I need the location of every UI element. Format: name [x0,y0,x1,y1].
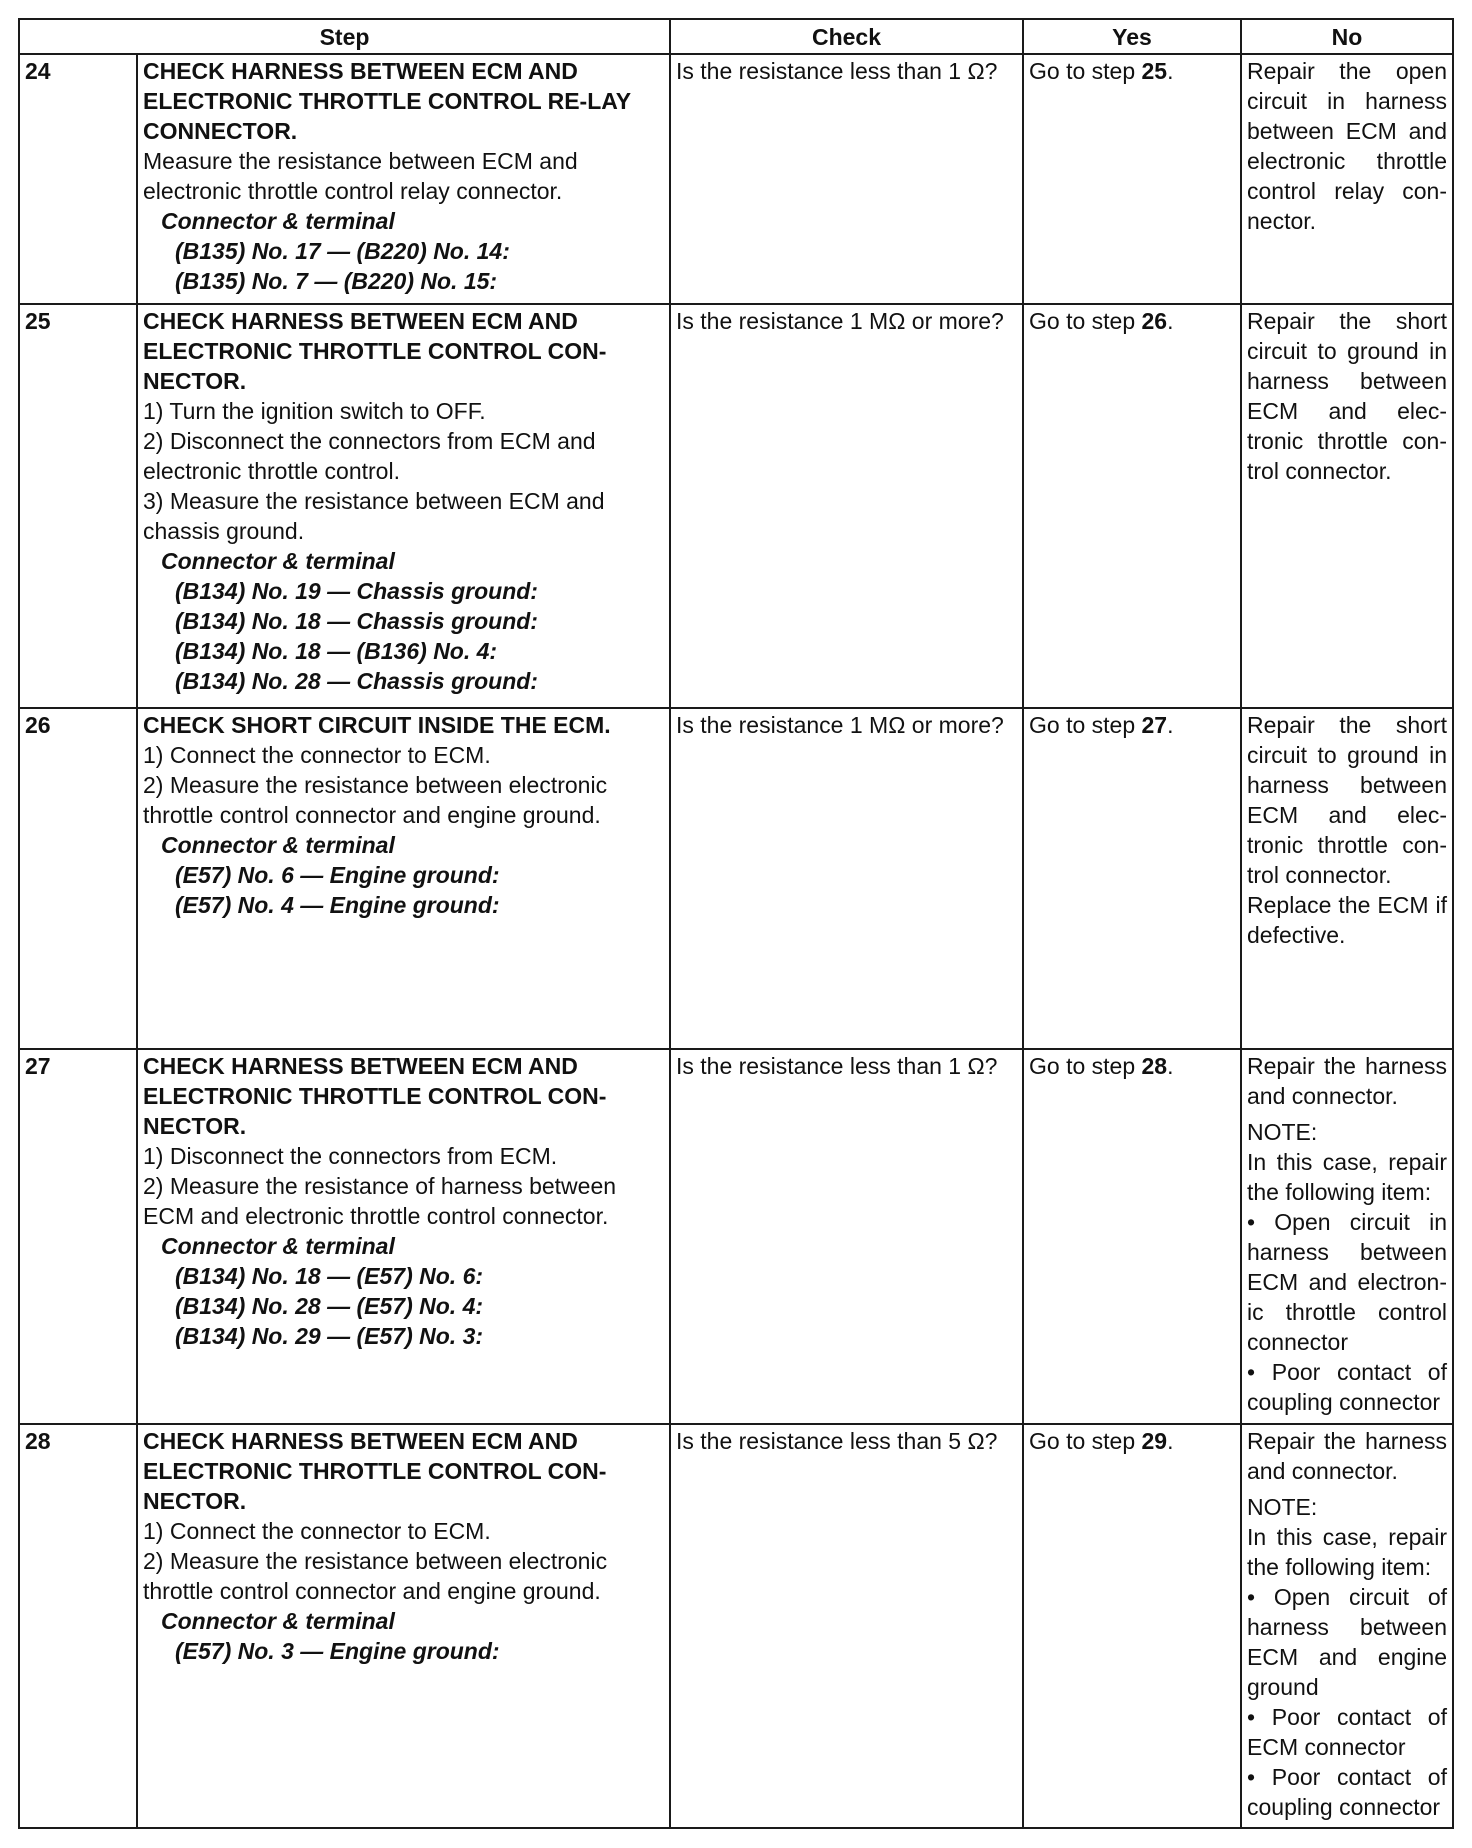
step-instruction: 2) Measure the resistance between electronic throttle control connector and engine ground. [143,1548,608,1604]
yes-action [1023,708,1241,1049]
connector-terminal-item: (B135) No. 17 — (B220) No. 14: [175,238,510,264]
table-row [19,1049,1453,1424]
step-title: CHECK HARNESS BETWEEN ECM AND ELECTRONIC THROTTLE CONTROL CON-NECTOR. [143,308,607,394]
yes-step-number: 27 [1141,712,1168,738]
no-action-line: Repair the short circuit to ground in harness between ECM and elec-tronic throttle con-trol connector. [1247,712,1447,888]
no-action-line: Repair the short circuit to ground in harness between ECM and elec-tronic throttle con-trol connector. [1247,308,1447,484]
connector-terminal-heading: Connector & terminal [161,208,395,234]
check-question: Is the resistance 1 MΩ or more? [670,708,1023,1049]
connector-terminal-item: (B134) No. 18 — (E57) No. 6: [175,1263,484,1289]
step-title: CHECK SHORT CIRCUIT INSIDE THE ECM. [143,712,611,738]
header-step: Step [19,19,670,54]
no-action-line: • Open circuit in harness between ECM and electron-ic throttle control connector [1247,1209,1447,1355]
yes-step-number: 26 [1141,308,1168,334]
table-row [19,1424,1453,1828]
step-number: 24 [19,54,137,304]
connector-terminal-item: (B134) No. 18 — (B136) No. 4: [175,638,498,664]
yes-step-number: 28 [1141,1053,1168,1079]
check-question: Is the resistance less than 1 Ω? [670,54,1023,304]
no-action-line: In this case, repair the following item: [1247,1524,1447,1580]
no-action-line: Repair the open circuit in harness between ECM and electronic throttle control relay con-nector. [1247,58,1447,234]
step-title: CHECK HARNESS BETWEEN ECM AND ELECTRONIC THROTTLE CONTROL RE-LAY CONNECTOR. [143,58,631,144]
step-instruction: 2) Measure the resistance of harness between ECM and electronic throttle control connector. [143,1173,617,1229]
yes-suffix: . [1167,308,1174,334]
check-question: Is the resistance 1 MΩ or more? [670,304,1023,708]
step-instruction: 1) Disconnect the connectors from ECM. [143,1143,558,1169]
no-action-line: Replace the ECM if defective. [1247,892,1447,948]
no-action [1241,1049,1453,1424]
yes-prefix: Go to step [1029,58,1142,84]
table-row [19,708,1453,1049]
table-header-row [19,19,1453,54]
no-action-line: Repair the harness and connector. [1247,1053,1447,1109]
check-question: Is the resistance less than 1 Ω? [670,1049,1023,1424]
step-number: 27 [19,1049,137,1424]
table-body [19,54,1453,1828]
connector-terminal-item: (E57) No. 3 — Engine ground: [175,1638,500,1664]
connector-terminal-heading: Connector & terminal [161,548,395,574]
connector-terminal-item: (B134) No. 19 — Chassis ground: [175,578,538,604]
yes-action [1023,1049,1241,1424]
step-description [137,708,670,1049]
step-description [137,304,670,708]
yes-suffix: . [1167,58,1174,84]
step-number: 28 [19,1424,137,1828]
table-row [19,304,1453,708]
yes-prefix: Go to step [1029,308,1142,334]
step-title: CHECK HARNESS BETWEEN ECM AND ELECTRONIC THROTTLE CONTROL CON-NECTOR. [143,1428,607,1514]
yes-suffix: . [1167,712,1174,738]
step-description [137,1424,670,1828]
connector-terminal-item: (E57) No. 6 — Engine ground: [175,862,500,888]
yes-action [1023,54,1241,304]
step-title: CHECK HARNESS BETWEEN ECM AND ELECTRONIC THROTTLE CONTROL CON-NECTOR. [143,1053,607,1139]
yes-action [1023,304,1241,708]
step-instruction: 2) Disconnect the connectors from ECM and electronic throttle control. [143,428,596,484]
no-action [1241,54,1453,304]
header-yes: Yes [1023,19,1241,54]
step-instruction: 1) Connect the connector to ECM. [143,1518,491,1544]
no-action-line: NOTE: [1247,1494,1318,1520]
no-action-line: NOTE: [1247,1119,1318,1145]
yes-step-number: 25 [1141,58,1168,84]
step-number: 25 [19,304,137,708]
connector-terminal-item: (B135) No. 7 — (B220) No. 15: [175,268,498,294]
connector-terminal-heading: Connector & terminal [161,1608,395,1634]
no-action-line: • Poor contact of ECM connector [1247,1704,1447,1760]
no-action-line: • Open circuit of harness between ECM and engine ground [1247,1584,1447,1700]
step-instruction: 3) Measure the resistance between ECM and chassis ground. [143,488,605,544]
step-instruction: 2) Measure the resistance between electronic throttle control connector and engine ground. [143,772,608,828]
yes-prefix: Go to step [1029,712,1142,738]
connector-terminal-item: (B134) No. 28 — (E57) No. 4: [175,1293,484,1319]
no-action-line: Repair the harness and connector. [1247,1428,1447,1484]
table-row [19,54,1453,304]
step-number: 26 [19,708,137,1049]
no-action [1241,1424,1453,1828]
connector-terminal-heading: Connector & terminal [161,1233,395,1259]
yes-action [1023,1424,1241,1828]
header-check: Check [670,19,1023,54]
step-description [137,54,670,304]
yes-suffix: . [1167,1053,1174,1079]
yes-prefix: Go to step [1029,1053,1142,1079]
diagnostic-procedure-sheet [18,18,1452,1829]
yes-suffix: . [1167,1428,1174,1454]
connector-terminal-heading: Connector & terminal [161,832,395,858]
connector-terminal-item: (B134) No. 29 — (E57) No. 3: [175,1323,484,1349]
yes-prefix: Go to step [1029,1428,1142,1454]
no-action-line: • Poor contact of coupling connector [1247,1359,1447,1415]
no-action [1241,304,1453,708]
yes-step-number: 29 [1141,1428,1168,1454]
step-instruction: 1) Turn the ignition switch to OFF. [143,398,486,424]
connector-terminal-item: (B134) No. 18 — Chassis ground: [175,608,538,634]
connector-terminal-item: (E57) No. 4 — Engine ground: [175,892,500,918]
no-action-line: • Poor contact of coupling connector [1247,1764,1447,1820]
step-instruction: Measure the resistance between ECM and electronic throttle control relay connector. [143,148,578,204]
no-action-line: In this case, repair the following item: [1247,1149,1447,1205]
header-no: No [1241,19,1453,54]
diagnostic-table [18,18,1454,1829]
step-description [137,1049,670,1424]
check-question: Is the resistance less than 5 Ω? [670,1424,1023,1828]
step-instruction: 1) Connect the connector to ECM. [143,742,491,768]
connector-terminal-item: (B134) No. 28 — Chassis ground: [175,668,538,694]
no-action [1241,708,1453,1049]
